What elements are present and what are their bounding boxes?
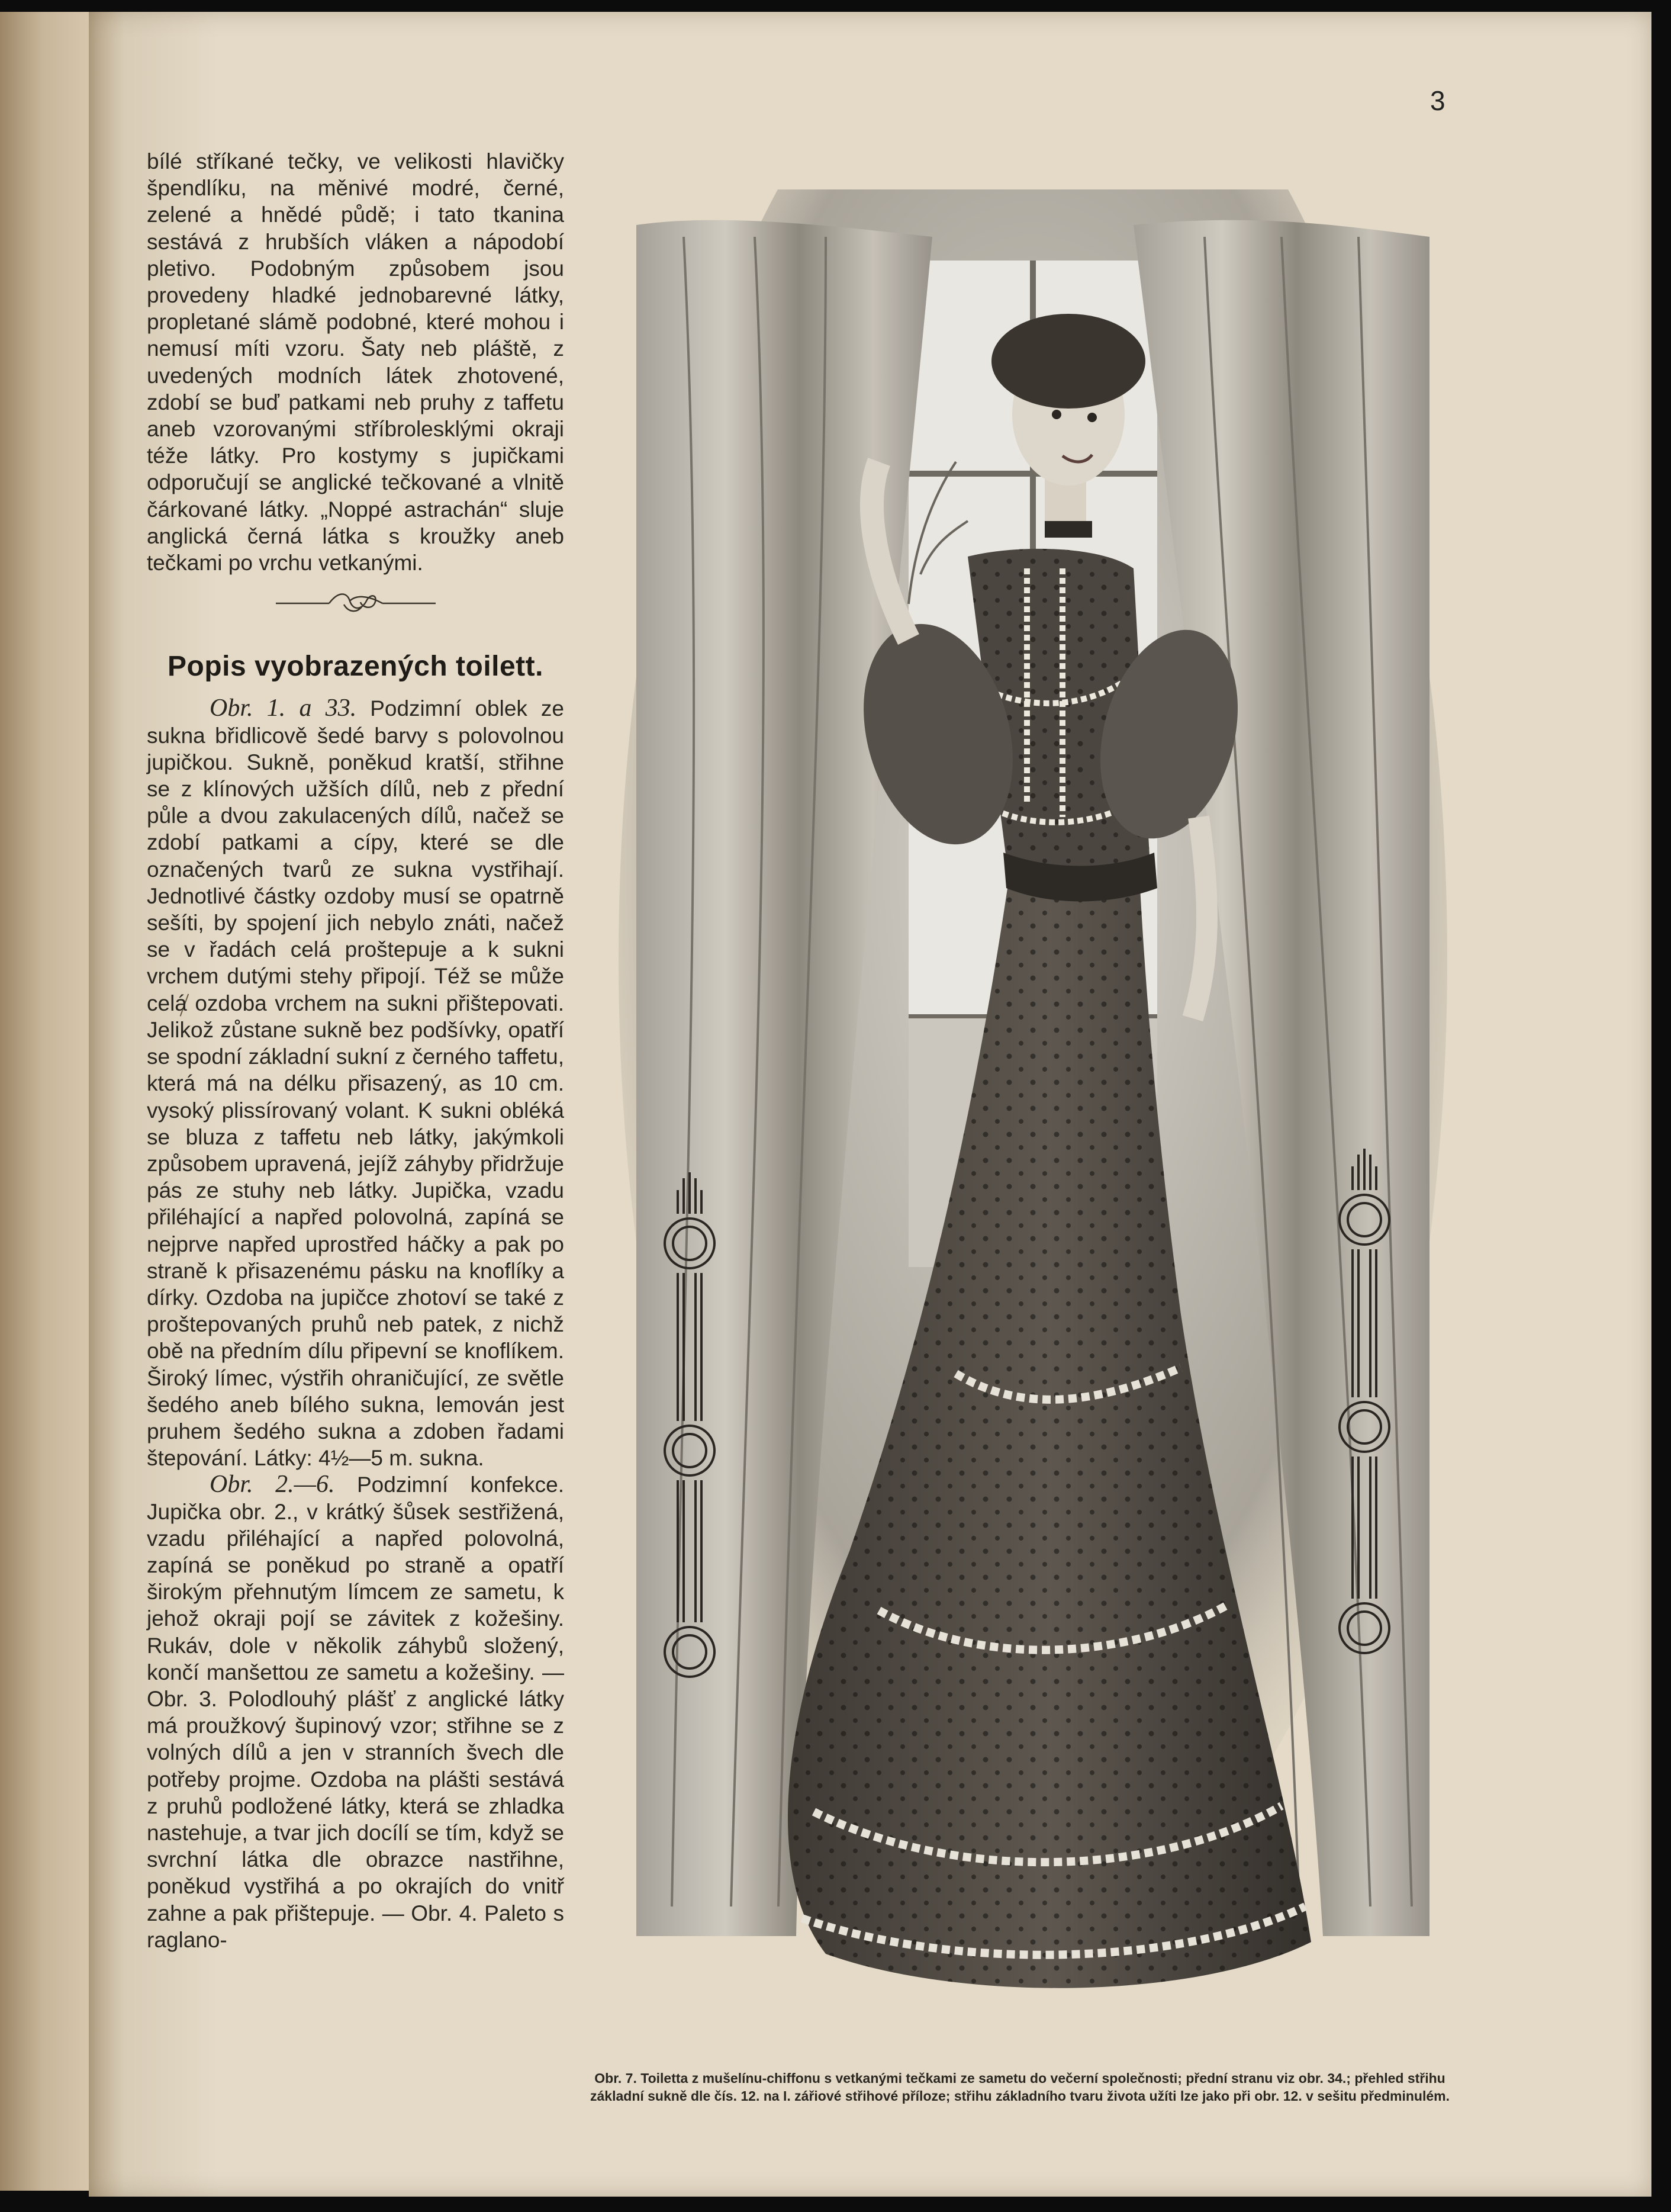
paragraph-obr-1 (147, 695, 564, 1471)
figure-caption: Obr. 7. Toiletta z mušelínu-chiffonu s vetkanými tečkami ze sametu do večerní společnosti; přední stranu viz obr. 34.; přehled střihu základní sukně dle čís. 12. na I. zářiové střihové příloze; střihu základního tvaru života užíti lze jako při obr. 12. v sešitu předminulém. (590, 2070, 1450, 2104)
paragraph-obr-2 (147, 1471, 564, 1953)
figure-reference: Obr. 2.—6. (210, 1471, 335, 1499)
facing-page-edge (0, 12, 95, 2191)
intro-paragraph: bílé stříkané tečky, ve velikosti hlavičky špendlíku, na měnivé modré, černé, zelené a hnědé půdě; i tato tkanina sestává z hrubších vláken a nápodobí pletivo. Podobným způsobem jsou provedeny hladké jednobarevné látky, propletané slámě podobné, které mohou i nemusí míti vzoru. Šaty neb pláště, z uvedených modních látek zhotovené, zdobí se buď patkami neb pruhy z taffetu aneb vzorovanými stříbrolesklými okraji téže látky. Pro kostymy s jupičkami odporučují se anglické tečkované a vlnitě čárkované látky. „Noppé astrachán“ sluje anglická černá látka s kroužky aneb tečkami po vrchu vetkanými. (147, 149, 564, 575)
page-number: 3 (1430, 85, 1445, 116)
flourish-ornament-icon (273, 587, 439, 618)
figure-reference: Obr. 1. a 33. (210, 695, 357, 722)
text-column (147, 148, 564, 1953)
paragraph-text: Podzimní konfekce. Jupička obr. 2., v krátký šůsek sestřižená, vzadu přiléhající a napřed polovolná, zapíná se poněkud po straně a opatří širokým přehnutým límcem ze sametu, k jehož okraji pojí se závitek z kožešiny. Rukáv, dole v několik záhybů složený, končí manšettou ze sametu a kožešiny. — Obr. 3. Polodlouhý plášť z anglické látky má proužkový šupinový vzor; střihne se z volných dílů a jen v stranních švech dle potřeby projme. Ozdoba na plášti sestává z pruhů podložené látky, která se zhladka nastehuje, a tvar jich docílí se tím, když se svrchní látka dle obrazce nastřihne, poněkud vystřihá a po okrajích do vnitř zahne a pak přištepuje. — Obr. 4. Paleto s raglano- (147, 1472, 565, 1952)
paragraph-text: Podzimní oblek ze sukna břidlicově šedé barvy s polovolnou jupičkou. Sukně, poněkud kratší, střihne se z klínových užších dílů, neb z přední půle a dvou zakulacených dílů, načež se zdobí patkami a cípy, které se dle označených tvarů ze sukna vystřihají. Jednotlivé částky ozdoby musí se opatrně sešíti, by spojení jich nebylo znáti, načež se v řadách celá proštepuje a k sukni vrchem dutými stehy připojí. Též se může celá ozdoba vrchem na sukni přištepovati. Jelikož zůstane sukně bez podšívky, opatří se spodní základní sukní z černého taffetu, která má na délku přisazený, as 10 cm. vysoký plissírovaný volant. K sukni obléká se bluza z taffetu neb látky, jakýmkoli způsobem upravená, jejíž záhyby přidržuje pás ze stuhy neb látky. Jupička, vzadu přiléhající a napřed polovolná, zapíná se nejprve napřed uprostřed háčky a pak po straně k přisazenému pásku na knoflíky a dírky. Ozdoba na jupičce zhotoví se také z proštepovaných pruhů neb patek, z nichž obě na předním dílu připevní se knoflíkem. Široký límec, výstřih ohraničující, ze světle šedého aneb bílého sukna, lemován jest pruhem šedého sukna a zdoben řadami štepování. Látky: 4½—5 m. sukna. (147, 696, 564, 1471)
fashion-illustration (601, 189, 1465, 2043)
section-heading: Popis vyobrazených toilett. (168, 651, 543, 683)
